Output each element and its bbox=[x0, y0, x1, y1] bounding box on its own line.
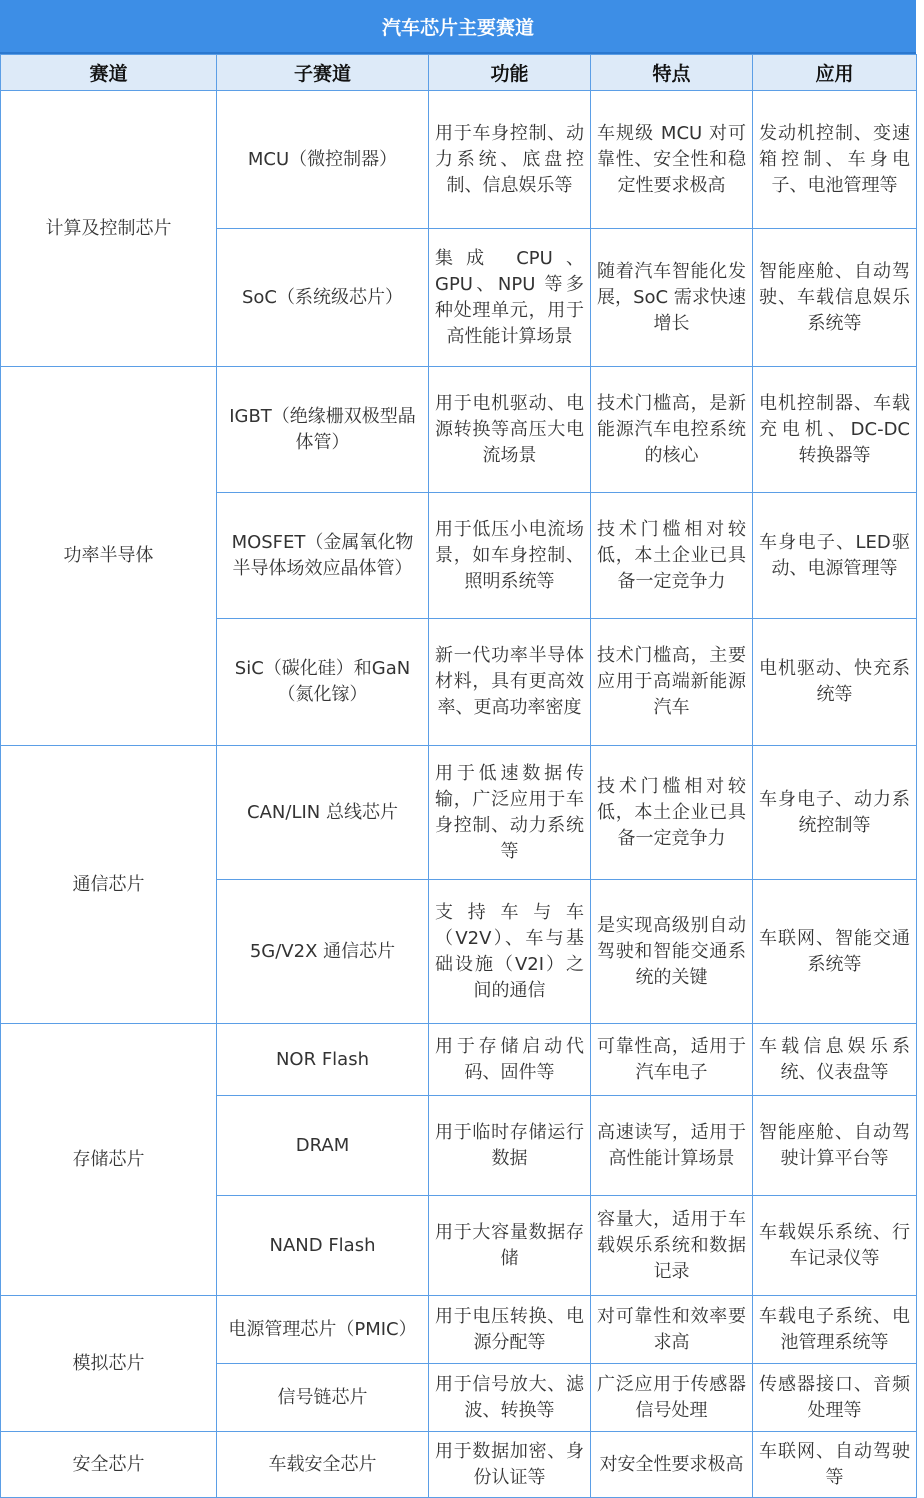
function-cell: 用于大容量数据存储 bbox=[429, 1196, 591, 1296]
subtrack-cell: 电源管理芯片（PMIC） bbox=[217, 1296, 429, 1364]
application-cell: 车载信息娱乐系统、仪表盘等 bbox=[753, 1024, 917, 1096]
feature-cell: 技术门槛高，是新能源汽车电控系统的核心 bbox=[591, 367, 753, 493]
subtrack-cell: SoC（系统级芯片） bbox=[217, 229, 429, 367]
feature-cell: 可靠性高，适用于汽车电子 bbox=[591, 1024, 753, 1096]
application-cell: 智能座舱、自动驾驶计算平台等 bbox=[753, 1096, 917, 1196]
feature-cell: 容量大，适用于车载娱乐系统和数据记录 bbox=[591, 1196, 753, 1296]
feature-cell: 技术门槛相对较低，本土企业已具备一定竞争力 bbox=[591, 746, 753, 880]
table-row bbox=[1, 1024, 917, 1096]
feature-cell: 技术门槛相对较低，本土企业已具备一定竞争力 bbox=[591, 493, 753, 619]
subtrack-cell: NOR Flash bbox=[217, 1024, 429, 1096]
table-row bbox=[1, 1432, 917, 1498]
feature-cell: 对可靠性和效率要求高 bbox=[591, 1296, 753, 1364]
function-cell: 用于低速数据传输，广泛应用于车身控制、动力系统等 bbox=[429, 746, 591, 880]
header-row bbox=[1, 55, 917, 91]
application-cell: 车身电子、LED驱动、电源管理等 bbox=[753, 493, 917, 619]
function-cell: 用于信号放大、滤波、转换等 bbox=[429, 1364, 591, 1432]
feature-cell: 是实现高级别自动驾驶和智能交通系统的关键 bbox=[591, 880, 753, 1024]
subtrack-cell: IGBT（绝缘栅双极型晶体管） bbox=[217, 367, 429, 493]
feature-cell: 车规级 MCU 对可靠性、安全性和稳定性要求极高 bbox=[591, 91, 753, 229]
function-cell: 用于低压小电流场景，如车身控制、照明系统等 bbox=[429, 493, 591, 619]
subtrack-cell: CAN/LIN 总线芯片 bbox=[217, 746, 429, 880]
function-cell: 支持车与车（V2V）、车与基础设施（V2I）之间的通信 bbox=[429, 880, 591, 1024]
header-feature: 特点 bbox=[591, 55, 753, 91]
application-cell: 传感器接口、音频处理等 bbox=[753, 1364, 917, 1432]
table-title: 汽车芯片主要赛道 bbox=[0, 0, 916, 54]
feature-cell: 技术门槛高，主要应用于高端新能源汽车 bbox=[591, 619, 753, 746]
category-cell: 安全芯片 bbox=[1, 1432, 217, 1498]
function-cell: 用于电压转换、电源分配等 bbox=[429, 1296, 591, 1364]
application-cell: 发动机控制、变速箱控制、车身电子、电池管理等 bbox=[753, 91, 917, 229]
function-cell: 用于存储启动代码、固件等 bbox=[429, 1024, 591, 1096]
table-row bbox=[1, 367, 917, 493]
subtrack-cell: SiC（碳化硅）和GaN（氮化镓） bbox=[217, 619, 429, 746]
header-application: 应用 bbox=[753, 55, 917, 91]
feature-cell: 对安全性要求极高 bbox=[591, 1432, 753, 1498]
category-cell: 通信芯片 bbox=[1, 746, 217, 1024]
function-cell: 用于数据加密、身份认证等 bbox=[429, 1432, 591, 1498]
header-function: 功能 bbox=[429, 55, 591, 91]
subtrack-cell: 信号链芯片 bbox=[217, 1364, 429, 1432]
subtrack-cell: 车载安全芯片 bbox=[217, 1432, 429, 1498]
application-cell: 车联网、自动驾驶等 bbox=[753, 1432, 917, 1498]
application-cell: 智能座舱、自动驾驶、车载信息娱乐系统等 bbox=[753, 229, 917, 367]
function-cell: 用于电机驱动、电源转换等高压大电流场景 bbox=[429, 367, 591, 493]
function-cell: 用于车身控制、动力系统、底盘控制、信息娱乐等 bbox=[429, 91, 591, 229]
chip-table bbox=[0, 54, 917, 1498]
application-cell: 车载电子系统、电池管理系统等 bbox=[753, 1296, 917, 1364]
subtrack-cell: MOSFET（金属氧化物半导体场效应晶体管） bbox=[217, 493, 429, 619]
category-cell: 模拟芯片 bbox=[1, 1296, 217, 1432]
subtrack-cell: 5G/V2X 通信芯片 bbox=[217, 880, 429, 1024]
table-row bbox=[1, 1296, 917, 1364]
application-cell: 电机控制器、车载充电机、DC-DC 转换器等 bbox=[753, 367, 917, 493]
header-track: 赛道 bbox=[1, 55, 217, 91]
application-cell: 电机驱动、快充系统等 bbox=[753, 619, 917, 746]
function-cell: 新一代功率半导体材料，具有更高效率、更高功率密度 bbox=[429, 619, 591, 746]
table-row bbox=[1, 91, 917, 229]
category-cell: 存储芯片 bbox=[1, 1024, 217, 1296]
feature-cell: 随着汽车智能化发展，SoC 需求快速增长 bbox=[591, 229, 753, 367]
feature-cell: 高速读写，适用于高性能计算场景 bbox=[591, 1096, 753, 1196]
application-cell: 车联网、智能交通系统等 bbox=[753, 880, 917, 1024]
category-cell: 功率半导体 bbox=[1, 367, 217, 746]
category-cell: 计算及控制芯片 bbox=[1, 91, 217, 367]
application-cell: 车载娱乐系统、行车记录仪等 bbox=[753, 1196, 917, 1296]
feature-cell: 广泛应用于传感器信号处理 bbox=[591, 1364, 753, 1432]
subtrack-cell: NAND Flash bbox=[217, 1196, 429, 1296]
function-cell: 集成 CPU、GPU、NPU 等多种处理单元，用于高性能计算场景 bbox=[429, 229, 591, 367]
header-subtrack: 子赛道 bbox=[217, 55, 429, 91]
subtrack-cell: MCU（微控制器） bbox=[217, 91, 429, 229]
application-cell: 车身电子、动力系统控制等 bbox=[753, 746, 917, 880]
table-row bbox=[1, 746, 917, 880]
subtrack-cell: DRAM bbox=[217, 1096, 429, 1196]
function-cell: 用于临时存储运行数据 bbox=[429, 1096, 591, 1196]
